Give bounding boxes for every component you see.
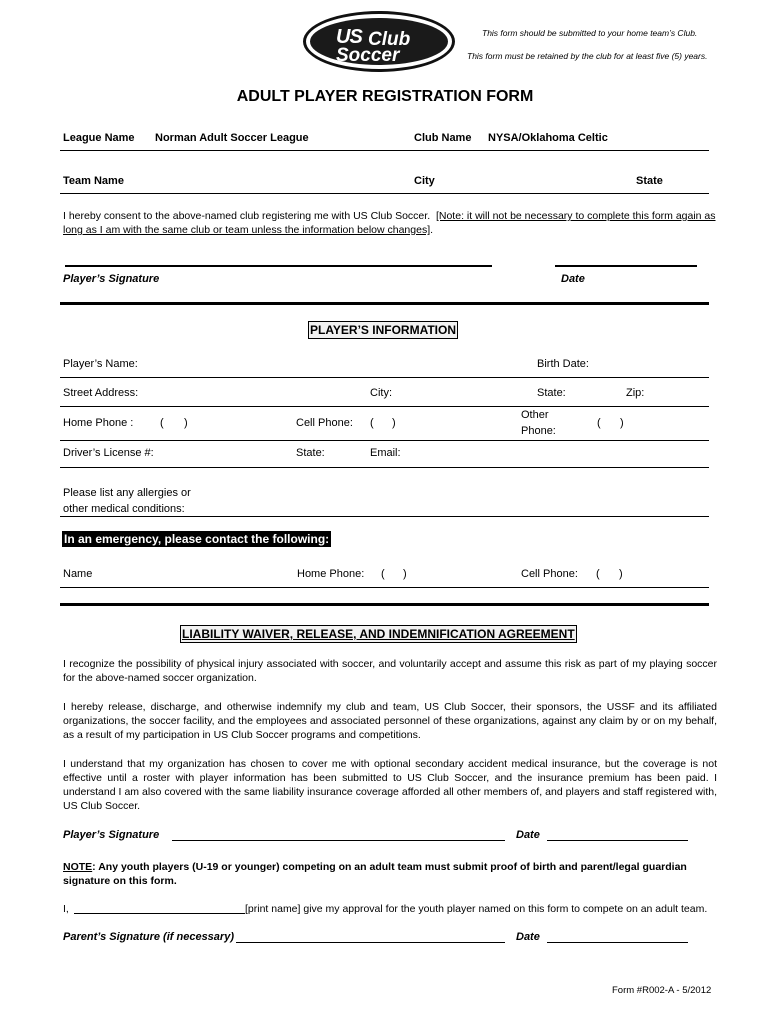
waiver-paragraph-3: I understand that my organization has chosen to cover me with optional secondary accident medical insurance, but the coverage is not effective until a roster with player information has been submitted to US Club Soccer, and the insurance premium has been paid. I understand I am also covered with the same liability insurance coverage afforded all other members of, and players and staff registered with, US Club Soccer. [63, 758, 717, 812]
league-name-value[interactable]: Norman Adult Soccer League [155, 132, 309, 144]
emergency-cell-paren-close: ) [619, 568, 623, 580]
consent-date-line[interactable] [555, 265, 697, 267]
emergency-name-label: Name [63, 568, 93, 580]
club-name-label: Club Name [414, 132, 472, 144]
form-title: ADULT PLAYER REGISTRATION FORM [236, 88, 534, 105]
state-label: State [636, 175, 663, 187]
player-info-heading: PLAYER’S INFORMATION [310, 323, 457, 337]
zip-label: Zip: [626, 387, 645, 399]
consent-note-line1: [Note: it will not be necessary to complete this form again as [435, 210, 716, 222]
parent-signature-line[interactable] [236, 942, 505, 943]
emergency-cell-paren-open: ( [596, 568, 600, 580]
youth-note-text: : Any youth players (U-19 or younger) competing on an adult team must submit proof of birth and parent/legal guardian signature on this form. [63, 861, 687, 887]
consent-date-label: Date [561, 273, 585, 285]
club-name-value[interactable]: NYSA/Oklahoma Celtic [488, 132, 608, 144]
emergency-home-paren-open: ( [381, 568, 385, 580]
consent-statement: I hereby consent to the above-named club registering me with US Club Soccer. [63, 210, 431, 222]
home-phone-paren-open: ( [160, 417, 164, 429]
team-name-label: Team Name [63, 175, 124, 187]
consent-period: . [430, 224, 434, 236]
license-state-label: State: [296, 447, 325, 459]
consent-note-line2: long as I am with the same club or team unless the information below changes] [63, 224, 431, 236]
section-divider-1 [60, 302, 709, 305]
player-city-label: City: [370, 387, 392, 399]
logo-club-text: Club [368, 29, 411, 50]
waiver-heading: LIABILITY WAIVER, RELEASE, AND INDEMNIFICATION AGREEMENT [182, 627, 575, 641]
waiver-paragraph-1: I recognize the possibility of physical injury associated with soccer, and voluntarily accept and assume this risk as part of my playing soccer for the above-named soccer organization. [63, 658, 717, 684]
league-row-rule [60, 150, 709, 151]
league-name-label: League Name [63, 132, 135, 144]
approval-text: [print name] give my approval for the youth player named on this form to compete on an adult team. [245, 903, 708, 915]
emergency-rule[interactable] [60, 587, 709, 588]
emergency-home-paren-close: ) [403, 568, 407, 580]
player-signature-line[interactable] [65, 265, 492, 267]
logo-us-text: US [336, 26, 362, 48]
allergies-label-1: Please list any allergies or [63, 487, 191, 499]
parent-signature-label: Parent’s Signature (if necessary) [63, 931, 234, 943]
section-divider-2 [60, 603, 709, 606]
youth-note [63, 860, 717, 888]
youth-note-prefix: NOTE [63, 861, 93, 873]
logo-soccer-text: Soccer [336, 45, 400, 66]
home-phone-paren-close: ) [184, 417, 188, 429]
team-row-rule [60, 193, 709, 194]
cell-phone-paren-open: ( [370, 417, 374, 429]
waiver-date-label: Date [516, 829, 540, 841]
emergency-home-phone-label: Home Phone: [297, 568, 365, 580]
other-phone-paren-close: ) [620, 417, 624, 429]
player-state-label: State: [537, 387, 566, 399]
other-phone-label-2: Phone: [521, 425, 556, 437]
waiver-date-line[interactable] [547, 840, 688, 841]
header-note-retain: This form must be retained by the club for at least five (5) years. [467, 51, 708, 61]
player-name-label: Player’s Name: [63, 358, 138, 370]
approval-prefix: I, [63, 903, 69, 915]
cell-phone-label: Cell Phone: [296, 417, 353, 429]
waiver-paragraph-2: I hereby release, discharge, and otherwise indemnify my club and team, US Club Soccer, their sponsors, the USSF and its affiliated organizations, the soccer facility, and the employees and associated personnel of these organizations, against any claim by or on my behalf, as a result of my participation in US Club Soccer programs and competitions. [63, 701, 717, 741]
address-rule[interactable] [60, 406, 709, 407]
other-phone-label-1: Other [521, 409, 549, 421]
email-label: Email: [370, 447, 401, 459]
emergency-heading: In an emergency, please contact the following: [64, 532, 330, 546]
street-address-label: Street Address: [63, 387, 139, 399]
phone-rule[interactable] [60, 440, 709, 441]
print-name-line[interactable] [74, 913, 245, 914]
player-signature-label: Player’s Signature [63, 273, 160, 285]
player-name-rule[interactable] [60, 377, 709, 378]
license-rule[interactable] [60, 467, 709, 468]
waiver-signature-label: Player’s Signature [63, 829, 160, 841]
home-phone-label: Home Phone : [63, 417, 134, 429]
birth-date-label: Birth Date: [537, 358, 589, 370]
drivers-license-label: Driver’s License #: [63, 447, 154, 459]
emergency-cell-phone-label: Cell Phone: [521, 568, 578, 580]
parent-date-label: Date [516, 931, 540, 943]
form-number: Form #R002-A - 5/2012 [612, 985, 712, 996]
parent-date-line[interactable] [547, 942, 688, 943]
city-label: City [414, 175, 435, 187]
other-phone-paren-open: ( [597, 417, 601, 429]
waiver-signature-line[interactable] [172, 840, 505, 841]
us-club-soccer-logo [303, 11, 455, 72]
consent-text [63, 209, 723, 237]
allergies-label-2: other medical conditions: [63, 503, 185, 515]
cell-phone-paren-close: ) [392, 417, 396, 429]
header-note-submit: This form should be submitted to your home team’s Club. [482, 28, 698, 38]
allergies-rule[interactable] [60, 516, 709, 517]
